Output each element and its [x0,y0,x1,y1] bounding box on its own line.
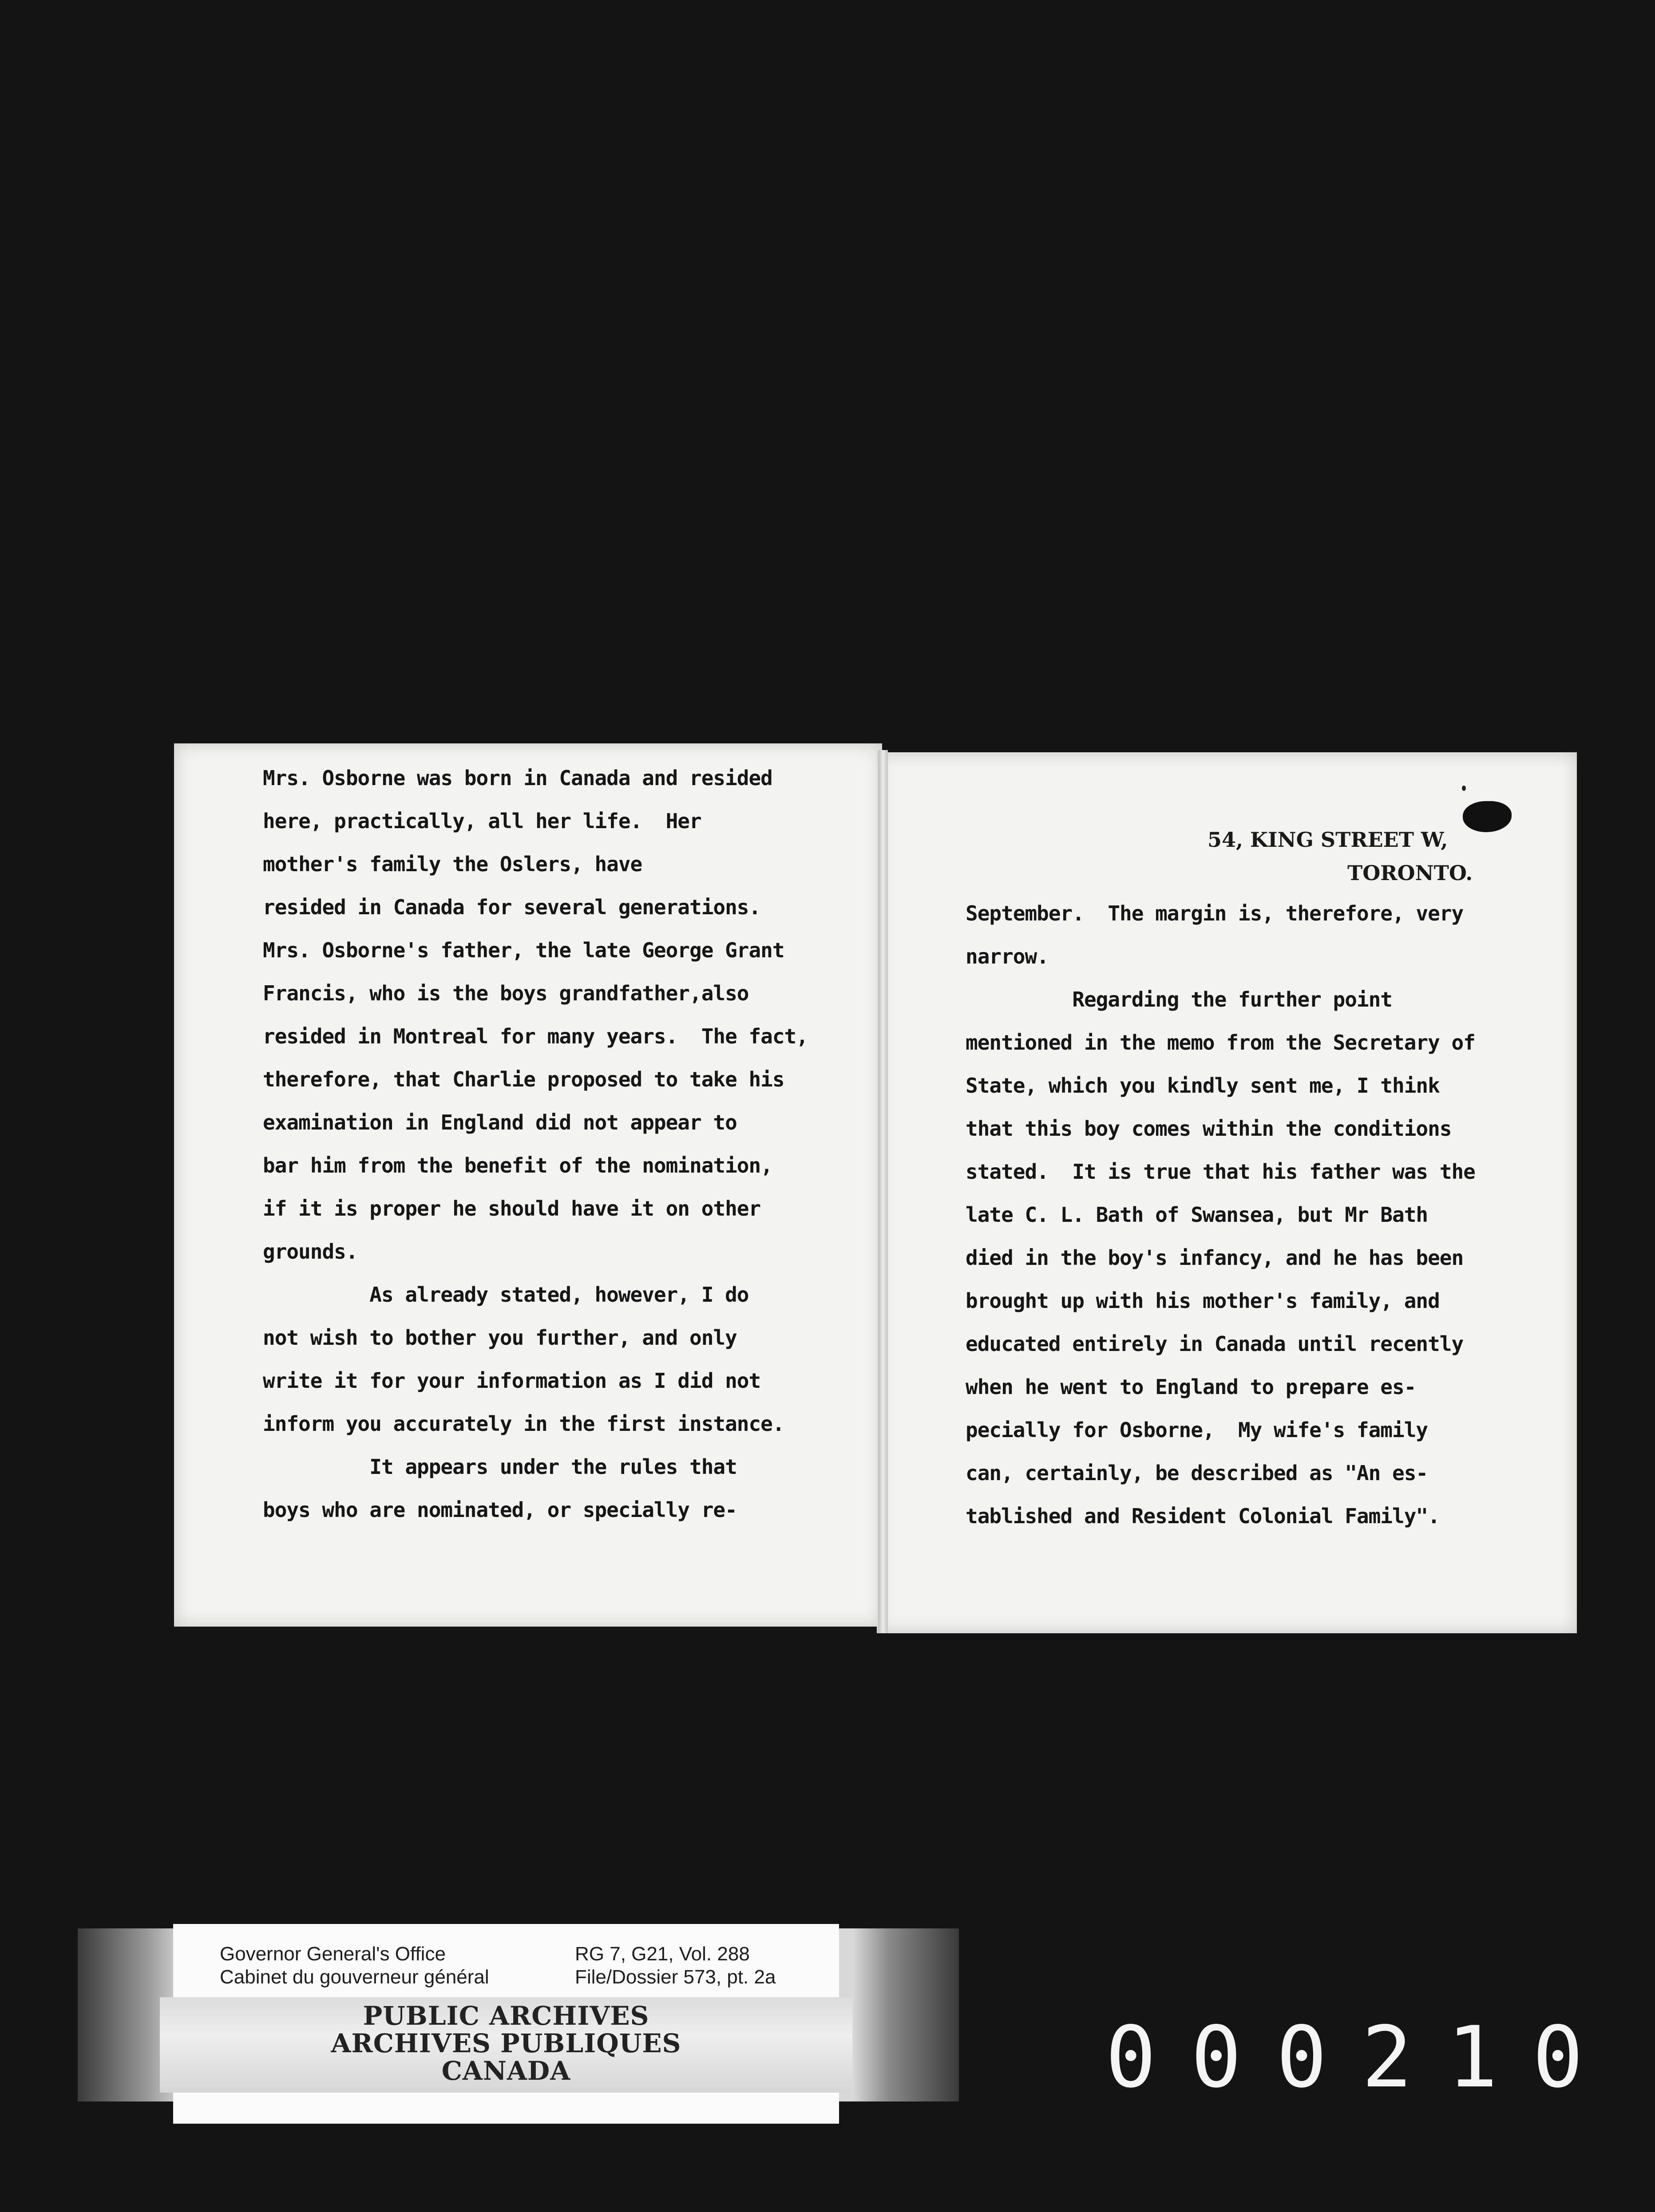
ink-blot [1463,801,1512,832]
typed-line: tablished and Resident Colonial Family". [966,1504,1440,1528]
typed-line: Mrs. Osborne was born in Canada and resided [263,766,772,790]
typed-line: not wish to bother you further, and only [263,1326,737,1350]
typed-line: write it for your information as I did not [263,1369,761,1393]
letter-page-right [877,752,1577,1633]
typed-line: therefore, that Charlie proposed to take his [263,1067,784,1091]
typed-line: pecially for Osborne, My wife's family [966,1418,1428,1442]
typed-line: Regarding the further point [966,987,1392,1011]
typed-line: examination in England did not appear to [263,1110,737,1134]
typed-line: if it is proper he should have it on other [263,1197,761,1221]
typed-line: stated. It is true that his father was the [966,1160,1475,1184]
page-fold [878,750,888,1633]
letterhead-street: 54, KING STREET W, [1208,828,1448,852]
typed-line: when he went to England to prepare es- [966,1375,1416,1399]
typed-line: narrow. [966,944,1049,968]
frame-number: 000210 [1105,2008,1618,2106]
typed-line: brought up with his mother's family, and [966,1289,1440,1313]
typed-line: bar him from the benefit of the nomination, [263,1153,772,1177]
ink-dot [1462,786,1466,791]
letterhead-city: TORONTO. [1347,861,1473,885]
typed-line: Mrs. Osborne's father, the late George Grant [263,938,784,962]
typed-line: mother's family the Oslers, have [263,852,642,876]
typed-line: boys who are nominated, or specially re- [263,1498,737,1522]
stamp-line-3: CANADA [441,2056,571,2086]
typed-line: can, certainly, be described as "An es- [966,1461,1428,1485]
typed-line: here, practically, all her life. Her [263,809,701,833]
letter-page-left [174,743,882,1627]
typed-line: inform you accurately in the first instance. [263,1412,784,1436]
typed-line: As already stated, however, I do [263,1283,749,1307]
typed-line: died in the boy's infancy, and he has been [966,1246,1464,1270]
right-page-text [966,892,1475,1538]
label-reference: RG 7, G21, Vol. 288 [575,1943,750,1965]
typed-line: resided in Canada for several generations. [263,895,761,919]
left-page-text [263,757,808,1532]
typed-line: September. The margin is, therefore, very [966,901,1464,925]
typed-line: late C. L. Bath of Swansea, but Mr Bath [966,1203,1428,1227]
typed-line: Francis, who is the boys grandfather,also [263,981,749,1005]
typed-line: mentioned in the memo from the Secretary of [966,1031,1475,1055]
typed-line: It appears under the rules that [263,1455,737,1479]
typed-line: educated entirely in Canada until recently [966,1332,1464,1356]
typed-line: State, which you kindly sent me, I think [966,1074,1440,1098]
stamp-line-1: PUBLIC ARCHIVES [363,2001,649,2031]
label-office-en: Governor General's Office [220,1943,446,1965]
label-file: File/Dossier 573, pt. 2a [575,1966,776,1988]
typed-line: that this boy comes within the conditions [966,1117,1452,1141]
typed-line: grounds. [263,1240,358,1264]
typed-line: resided in Montreal for many years. The fact, [263,1024,808,1048]
stamp-line-2: ARCHIVES PUBLIQUES [331,2028,681,2058]
label-office-fr: Cabinet du gouverneur général [220,1966,489,1988]
